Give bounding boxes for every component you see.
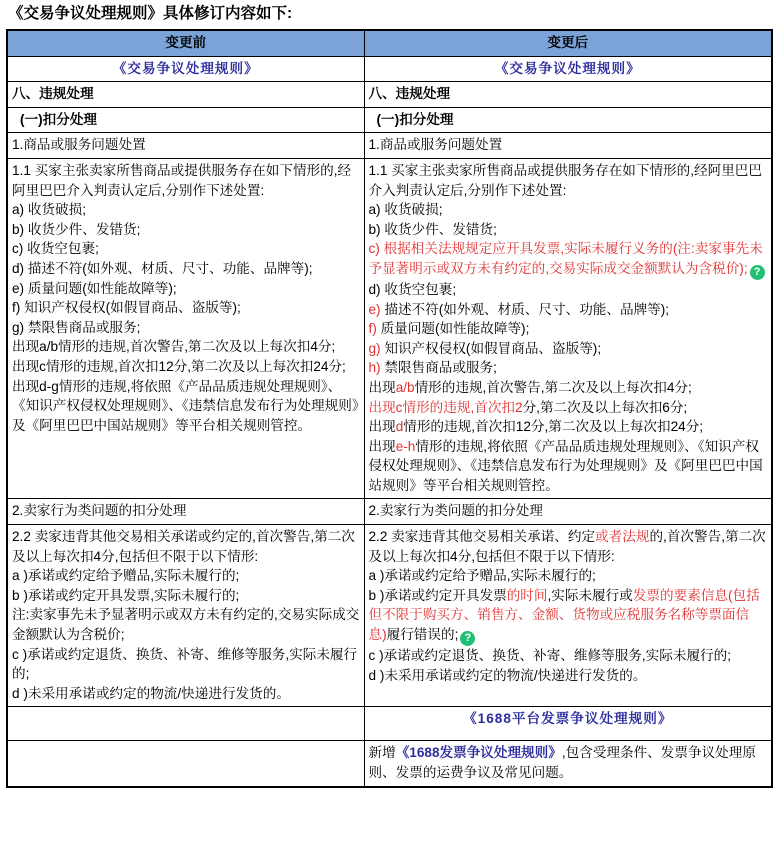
item2-body-before: [7, 525, 364, 707]
comparison-table: [6, 29, 773, 788]
after-1-1-h-marker: h): [368, 360, 381, 376]
after-2-2-b-mid: ,实际未履行或: [547, 587, 633, 603]
after-1-1-p2-highlight-1: 出现c情形的违规,: [368, 399, 475, 415]
table-row-item1-body: [7, 158, 772, 499]
after-1-1-p3-post: 情形的违规,首次扣12分,第二次及以上每次扣24分;: [403, 419, 704, 435]
after-1-1-p1-post: 情形的违规,首次警告,第二次及以上每次扣4分;: [414, 379, 692, 395]
table-row-headers: [7, 30, 772, 56]
after-2-2-b-pre: b )承诺或约定开具发票: [368, 587, 507, 603]
after-1-1-p4-pre: 出现: [368, 438, 396, 454]
after-1-1-h-text: 禁限售商品或服务;: [380, 360, 497, 376]
table-row-section-heading: [7, 82, 772, 108]
before-1-1-p1: 出现a/b情形的违规,首次警告,第二次及以上每次扣4分;: [12, 339, 336, 355]
after-1-1-g: [369, 339, 768, 359]
before-2-2-intro: 2.2 卖家违背其他交易相关承诺或约定的,首次警告,第二次及以上每次扣4分,包括但不限于以下情形:: [12, 529, 355, 564]
table-row-item2-body: [7, 525, 772, 707]
after-1-1-h: [369, 358, 768, 378]
item2-label-after: 2.卖家行为类问题的扣分处理: [364, 499, 772, 525]
table-row-subsection-heading: [7, 107, 772, 133]
after-1-1-f-text: 质量问题(如性能故障等);: [376, 321, 530, 337]
help-icon[interactable]: ?: [750, 265, 765, 280]
new-rule-body-pre: 新增: [368, 745, 396, 761]
before-1-1-b: b) 收货少件、发错货;: [12, 221, 141, 237]
before-2-2-a: a )承诺或约定给予赠品,实际未履行的;: [12, 568, 240, 584]
after-1-1-p3-highlight: d: [395, 419, 404, 435]
after-1-1-g-marker: g): [368, 340, 381, 356]
after-1-1-p4-post: 情形的违规,将依照《产品品质违规处理规则》、《知识产权侵权处理规则》、《违禁信息发布行为处理规则》及《阿里巴巴中国站规则》等平台相关规则管控。: [368, 438, 763, 493]
after-1-1-f: [369, 319, 768, 339]
after-1-1-p1: [369, 378, 768, 398]
before-1-1-p2: 出现c情形的违规,首次扣12分,第二次及以上每次扣24分;: [12, 358, 346, 374]
before-1-1-e: e) 质量问题(如性能故障等);: [12, 280, 177, 296]
before-1-1-a: a) 收货破损;: [12, 202, 87, 218]
new-rule-body-after: [364, 741, 772, 787]
after-1-1-a: a) 收货破损;: [368, 202, 443, 218]
after-1-1-intro: 1.1 买家主张卖家所售商品或提供服务存在如下情形的,经阿里巴巴介入判责认定后,分别作下述处置:: [368, 162, 762, 198]
new-rule-title-after: 《1688平台发票争议处理规则》: [364, 707, 772, 741]
section-heading-after: 八、违规处理: [364, 82, 772, 108]
table-row-rule-titles: [7, 56, 772, 82]
after-1-1-c: [369, 239, 768, 280]
after-1-1-p1-highlight: a/b: [395, 379, 415, 395]
after-2-2-intro: [369, 527, 768, 566]
table-row-item1-label: [7, 133, 772, 159]
after-2-2-intro-highlight: 或者法规: [595, 529, 650, 545]
new-rule-title-before-empty: [7, 707, 364, 741]
before-1-1-g: g) 禁限售商品或服务;: [12, 319, 141, 335]
before-1-1-f: f) 知识产权侵权(如假冒商品、盗版等);: [12, 300, 241, 316]
item2-label-before: 2.卖家行为类问题的扣分处理: [7, 499, 364, 525]
after-1-1-e-marker: e): [368, 301, 381, 317]
after-2-2-c: c )承诺或约定退货、换货、补寄、维修等服务,实际未履行的;: [368, 648, 731, 664]
new-rule-body-link: 《1688发票争议处理规则》: [395, 745, 562, 761]
after-1-1-p4: [369, 437, 768, 496]
table-row-item2-label: [7, 499, 772, 525]
before-2-2-b: b )承诺或约定开具发票,实际未履行的;: [12, 587, 240, 603]
new-rule-body-post: ,包含受理条件、发票争议处理原则、发票的运费争议及常见问题。: [368, 745, 756, 780]
after-1-1-c-text: c) 根据相关法规规定应开具发票,实际未履行义务的(注:卖家事先未予显著明示或双方未有约定的,交易实际成交金额默认为含税价);: [368, 241, 763, 276]
subsection-heading-after: (一)扣分处理: [364, 107, 772, 133]
after-1-1-f-marker: f): [368, 321, 377, 337]
subsection-heading-before: (一)扣分处理: [7, 107, 364, 133]
item1-label-before: 1.商品或服务问题处置: [7, 133, 364, 159]
before-2-2-d: d )未采用承诺或约定的物流/快递进行发货的。: [12, 685, 290, 701]
table-row-new-rule-title: [7, 707, 772, 741]
after-2-2-a: a )承诺或约定给予赠品,实际未履行的;: [368, 568, 596, 584]
after-2-2-b: [369, 586, 768, 646]
after-1-1-p4-highlight: e-h: [395, 438, 416, 454]
after-1-1-p2-post: 分,第二次及以上每次扣6分;: [522, 399, 688, 415]
after-1-1-p2: [369, 398, 768, 418]
after-2-2-b-post: 履行错误的;: [386, 627, 459, 643]
after-2-2-intro-post: 的,首次警告,第二次及以上每次扣4分,包括但不限于以下情形:: [368, 529, 766, 564]
before-1-1-d: d) 描述不符(如外观、材质、尺寸、功能、品牌等);: [12, 260, 313, 276]
after-1-1-g-text: 知识产权侵权(如假冒商品、盗版等);: [380, 340, 602, 356]
help-icon[interactable]: ?: [460, 631, 475, 646]
before-1-1-c: c) 收货空包裹;: [12, 241, 99, 257]
before-1-1-intro: 1.1 买家主张卖家所售商品或提供服务存在如下情形的,经阿里巴巴介入判责认定后,分别作下述处置:: [12, 162, 352, 198]
item2-body-after: [364, 525, 772, 707]
after-1-1-b: b) 收货少件、发错货;: [368, 221, 497, 237]
before-2-2-c: c )承诺或约定退货、换货、补寄、维修等服务,实际未履行的;: [12, 646, 358, 682]
before-1-1-p3: 出现d-g情形的违规,将依照《产品品质违规处理规则》、《知识产权侵权处理规则》、《违禁信息发布行为处理规则》及《阿里巴巴中国站规则》等平台相关规则管控。: [12, 378, 359, 433]
item1-body-after: [364, 158, 772, 499]
column-header-after: 变更后: [364, 30, 772, 56]
table-row-new-rule-body: [7, 741, 772, 787]
after-2-2-b-highlight-2: 发票的要素信息(包括但不限于购买方、销售方、金额、货物或应税服务名称等票面信息): [368, 587, 760, 643]
rule-title-before: 《交易争议处理规则》: [7, 56, 364, 82]
rule-title-after: 《交易争议处理规则》: [364, 56, 772, 82]
after-2-2-intro-pre: 2.2 卖家违背其他交易相关承诺、约定: [368, 529, 596, 545]
new-rule-body-before-empty: [7, 741, 364, 787]
section-heading-before: 八、违规处理: [7, 82, 364, 108]
before-2-2-note: 注:卖家事先未予显著明示或双方未有约定的,交易实际成交金额默认为含税价;: [12, 607, 360, 643]
after-1-1-p3: [369, 417, 768, 437]
column-header-before: 变更前: [7, 30, 364, 56]
item1-label-after: 1.商品或服务问题处置: [364, 133, 772, 159]
page-title: 《交易争议处理规则》具体修订内容如下:: [8, 5, 293, 22]
after-1-1-e: [369, 300, 768, 320]
after-2-2-d: d )未采用承诺或约定的物流/快递进行发货的。: [368, 667, 647, 683]
after-1-1-e-text: 描述不符(如外观、材质、尺寸、功能、品牌等);: [380, 301, 670, 317]
item1-body-before: [7, 158, 364, 499]
after-1-1-p1-pre: 出现: [368, 379, 396, 395]
after-1-1-p3-pre: 出现: [368, 419, 396, 435]
after-2-2-b-highlight-1: 的时间: [506, 587, 548, 603]
after-1-1-d: d) 收货空包裹;: [368, 281, 457, 297]
after-1-1-p2-highlight-2: 首次扣2: [474, 399, 523, 415]
